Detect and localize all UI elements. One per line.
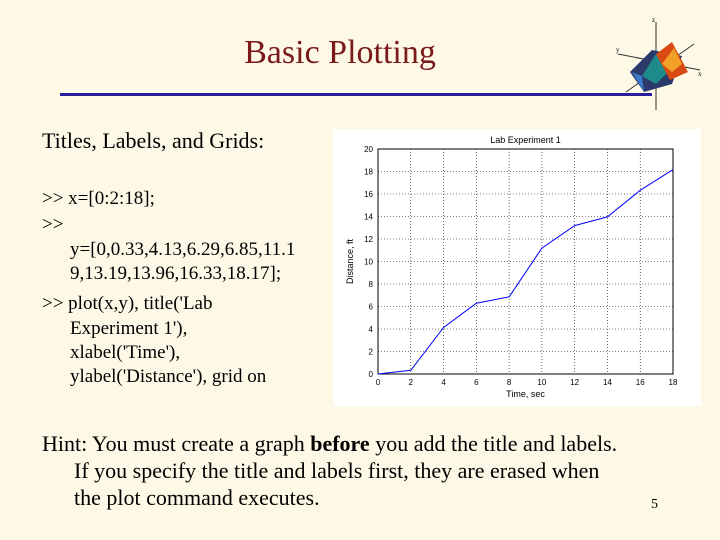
line-chart xyxy=(333,129,701,406)
section-heading: Titles, Labels, and Grids: xyxy=(42,128,265,153)
y-tick-label: 0 xyxy=(368,370,373,379)
hint-text xyxy=(42,430,682,511)
hint-line-2: If you specify the title and labels first, they are erased when xyxy=(74,458,600,483)
code-line: Experiment 1'), xyxy=(70,318,188,339)
hint-line-3: the plot command executes. xyxy=(74,485,320,510)
x-tick-label: 16 xyxy=(635,378,645,387)
x-tick-label: 18 xyxy=(668,378,678,387)
x-tick-label: 14 xyxy=(602,378,612,387)
matlab-membrane-logo-icon xyxy=(612,14,708,118)
x-tick-label: 12 xyxy=(570,378,580,387)
x-tick-label: 2 xyxy=(408,378,414,387)
hint-prefix: Hint: You must create a graph xyxy=(42,431,311,456)
y-tick-label: 6 xyxy=(368,302,373,312)
x-tick-label: 4 xyxy=(441,378,446,387)
x-tick-label: 0 xyxy=(375,378,381,387)
svg-text:z: z xyxy=(652,16,656,24)
hint-suffix: you add the title and labels. xyxy=(369,431,618,456)
chart-title: Lab Experiment 1 xyxy=(490,135,561,145)
x-tick-label: 8 xyxy=(506,378,512,387)
svg-text:y: y xyxy=(616,46,620,54)
y-tick-label: 18 xyxy=(364,167,373,177)
y-tick-label: 8 xyxy=(368,280,373,289)
hint-emphasis: before xyxy=(310,431,370,456)
code-line: >> xyxy=(42,214,64,235)
y-tick-label: 12 xyxy=(364,235,373,244)
code-line: y=[0,0.33,4.13,6.29,6.85,11.1 xyxy=(70,239,296,260)
series-line xyxy=(378,170,673,374)
y-tick-label: 20 xyxy=(364,145,373,154)
y-axis-label: Distance, ft xyxy=(345,238,355,285)
code-line: ylabel('Distance'), grid on xyxy=(70,366,267,387)
y-tick-label: 4 xyxy=(368,325,373,334)
x-axis-label: Time, sec xyxy=(506,389,545,399)
code-line: >> x=[0:2:18]; xyxy=(42,188,155,209)
page-number: 5 xyxy=(651,497,658,512)
x-tick-label: 10 xyxy=(537,378,547,387)
x-tick-label: 6 xyxy=(474,378,479,387)
y-tick-label: 16 xyxy=(364,190,373,199)
y-tick-label: 2 xyxy=(368,347,373,357)
slide-title: Basic Plotting xyxy=(244,34,436,71)
y-tick-label: 14 xyxy=(364,212,373,222)
code-line: 9,13.19,13.96,16.33,18.17]; xyxy=(70,263,282,284)
svg-text:x: x xyxy=(698,70,702,78)
plot-figure xyxy=(333,129,701,406)
code-line: >> plot(x,y), title('Lab xyxy=(42,293,213,314)
y-tick-label: 10 xyxy=(364,257,373,267)
code-line: xlabel('Time'), xyxy=(70,342,181,363)
title-underline xyxy=(60,93,652,96)
